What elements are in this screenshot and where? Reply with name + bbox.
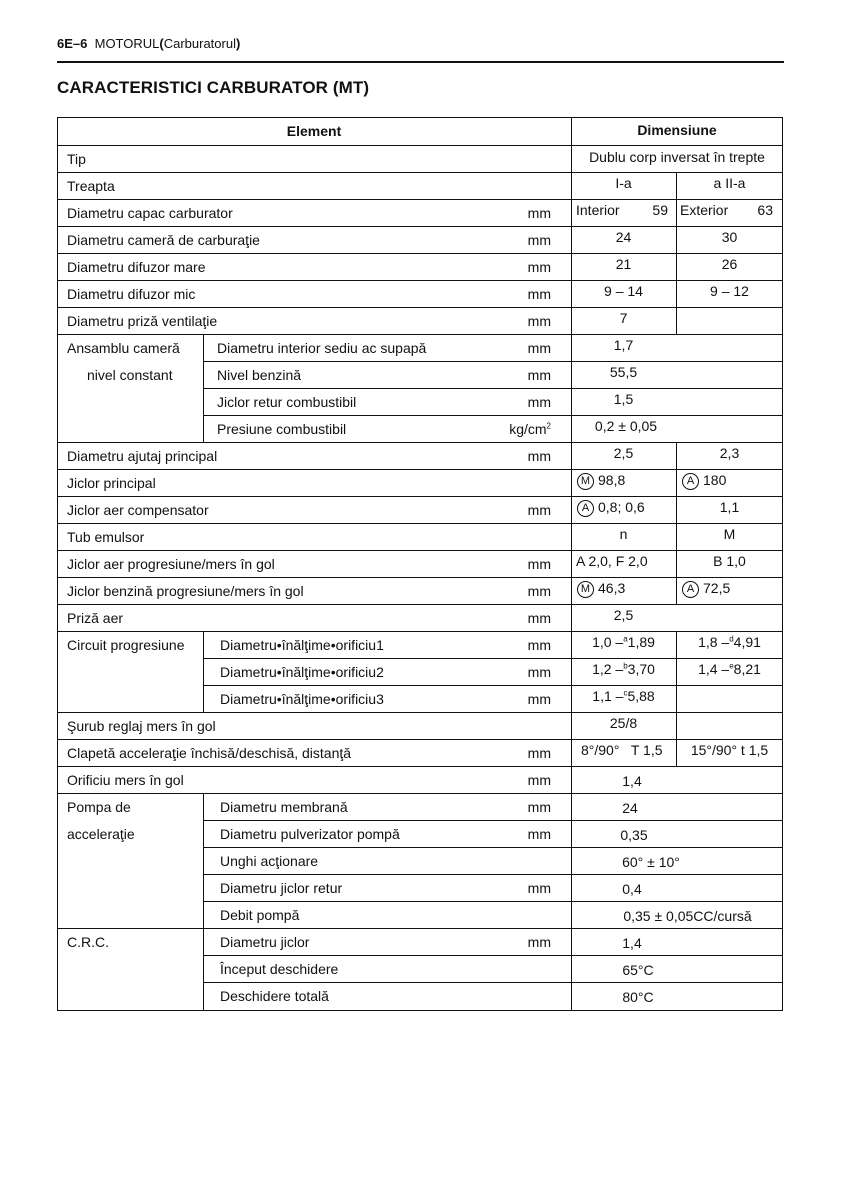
value-crc-inceput: 65°C: [622, 962, 654, 978]
value-orificiu-1-b-sup: d: [729, 634, 734, 644]
value-capac-2-label: Exterior: [680, 202, 729, 218]
value-orificiu-3-a-h: 5,88: [627, 688, 655, 704]
unit-orificiu-2: mm: [527, 664, 551, 680]
value-pulverizator: 0,35: [620, 827, 648, 843]
row-label-tip: Tip: [67, 151, 86, 167]
value-membrana: 24: [622, 800, 638, 816]
unit-ajutaj: mm: [527, 448, 551, 464]
page-title: CARACTERISTICI CARBURATOR (MT): [57, 78, 370, 97]
unit-jiclor-retur: mm: [527, 394, 551, 410]
unit-pulverizator: mm: [527, 826, 551, 842]
value-orificiu-2-b-h: 8,21: [733, 661, 761, 677]
sublabel-crc-inceput: Început deschidere: [220, 961, 339, 977]
value-difuzor-mic-2: 9 – 12: [710, 283, 749, 299]
value-orificiu-2-b-d: 1,4 –: [698, 661, 730, 677]
value-clapeta-1: 8°/90° T 1,5: [581, 742, 663, 758]
value-orificiu-1-a-sup: a: [623, 634, 628, 644]
group-label-ansamblu-1: Ansamblu cameră: [67, 340, 180, 356]
value-orificiu-2-a-sup: b: [623, 661, 628, 671]
value-clapeta-2: 15°/90° t 1,5: [690, 742, 769, 758]
sublabel-sediu-ac: Diametru interior sediu ac supapă: [217, 340, 427, 356]
value-jiclor-aer-1: [577, 499, 645, 517]
value-orificiu-1-b: [676, 634, 783, 650]
group-label-circuit: Circuit progresiune: [67, 637, 185, 653]
value-nivel-benzina: 55,5: [609, 364, 638, 380]
value-difuzor-mare-2: 26: [721, 256, 738, 272]
value-unghi: 60° ± 10°: [622, 854, 680, 870]
row-label-difuzor-mare: Diametru difuzor mare: [67, 259, 206, 275]
value-benzina-progresiune-1: [577, 580, 625, 598]
value-difuzor-mare-1: 21: [615, 256, 632, 272]
sublabel-jiclor-retur: Jiclor retur combustibil: [217, 394, 357, 410]
value-camera-1: 24: [615, 229, 632, 245]
value-priza-aer: 2,5: [613, 607, 634, 623]
sublabel-orificiu-2: Diametru•înălţime•orificiu2: [220, 664, 384, 680]
value-orificiu-2-b: [676, 661, 783, 677]
sublabel-debit: Debit pompă: [220, 907, 300, 923]
value-camera-2: 30: [721, 229, 738, 245]
row-label-surub-reglaj: Şurub reglaj mers în gol: [67, 718, 216, 734]
circled-a-icon: A: [682, 581, 699, 598]
unit-membrana: mm: [527, 799, 551, 815]
value-crc-jiclor: 1,4: [622, 935, 642, 951]
value-tub-emulsor-2: M: [723, 526, 736, 542]
circled-a-icon: A: [577, 500, 594, 517]
value-orificiu-3-a-sup: c: [623, 688, 628, 698]
unit-capac: mm: [527, 205, 551, 221]
sublabel-jiclor-retur-pompa: Diametru jiclor retur: [220, 880, 343, 896]
value-orificiu-1-b-d: 1,8 –: [698, 634, 730, 650]
value-tip: Dublu corp inversat în trepte: [589, 149, 765, 165]
column-header-element: Element: [286, 123, 342, 139]
header-rule: [57, 61, 784, 63]
value-benzina-progresiune-2-num: 72,5: [703, 580, 731, 596]
value-presiune: 0,2 ± 0,05: [594, 418, 658, 434]
unit-clapeta: mm: [527, 745, 551, 761]
row-label-tub-emulsor: Tub emulsor: [67, 529, 145, 545]
value-benzina-progresiune-1-num: 46,3: [598, 580, 626, 596]
value-capac-1: 59: [652, 202, 668, 218]
row-label-orificiu-gol: Orificiu mers în gol: [67, 772, 184, 788]
unit-difuzor-mic: mm: [527, 286, 551, 302]
row-label-priza-ventilatie: Diametru priză ventilaţie: [67, 313, 218, 329]
sublabel-orificiu-1: Diametru•înălţime•orificiu1: [220, 637, 384, 653]
carburetor-spec-table: [57, 117, 783, 1011]
unit-presiune: [487, 421, 551, 437]
unit-orificiu-3: mm: [527, 691, 551, 707]
unit-sediu-ac: mm: [527, 340, 551, 356]
group-label-pompa-1: Pompa de: [67, 799, 131, 815]
value-jiclor-principal-1: [577, 472, 625, 490]
value-jiclor-principal-2-num: 180: [703, 472, 727, 488]
sublabel-membrana: Diametru membrană: [220, 799, 348, 815]
row-label-clapeta: Clapetă acceleraţie închisă/deschisă, distanţă: [67, 745, 352, 761]
value-ajutaj-2: 2,3: [719, 445, 740, 461]
row-label-priza-aer: Priză aer: [67, 610, 124, 626]
unit-presiune-base: kg/cm: [509, 421, 547, 437]
sublabel-crc-jiclor: Diametru jiclor: [220, 934, 310, 950]
unit-orificiu-1: mm: [527, 637, 551, 653]
group-label-ansamblu-2: nivel constant: [87, 367, 173, 383]
group-label-crc: C.R.C.: [67, 934, 109, 950]
value-crc-totala: 80°C: [622, 989, 654, 1005]
row-label-ajutaj: Diametru ajutaj principal: [67, 448, 218, 464]
unit-camera: mm: [527, 232, 551, 248]
unit-presiune-exp: 2: [546, 421, 551, 431]
page-header: [57, 36, 240, 51]
row-label-aer-progresiune: Jiclor aer progresiune/mers în gol: [67, 556, 275, 572]
value-ajutaj-1: 2,5: [613, 445, 634, 461]
value-jiclor-principal-2: [682, 472, 726, 490]
value-orificiu-2-a-d: 1,2 –: [592, 661, 624, 677]
unit-aer-progresiune: mm: [527, 556, 551, 572]
value-aer-progresiune-2: B 1,0: [713, 553, 746, 569]
circled-m-icon: M: [577, 473, 594, 490]
unit-priza-ventilatie: mm: [527, 313, 551, 329]
chapter-subtitle: Carburatorul: [163, 36, 236, 51]
value-capac-2: 63: [757, 202, 773, 218]
value-debit: 0,35 ± 0,05CC/cursă: [623, 908, 752, 924]
sublabel-pulverizator: Diametru pulverizator pompă: [220, 826, 400, 842]
unit-jiclor-aer: mm: [527, 502, 551, 518]
paren-open: (: [159, 36, 164, 51]
sublabel-crc-totala: Deschidere totală: [220, 988, 329, 1004]
section-number: 6E–6: [57, 36, 88, 51]
value-jiclor-retur: 1,5: [613, 391, 634, 407]
value-capac-1-label: Interior: [576, 202, 620, 218]
value-orificiu-1-a: [571, 634, 676, 650]
row-label-difuzor-mic: Diametru difuzor mic: [67, 286, 196, 302]
unit-difuzor-mare: mm: [527, 259, 551, 275]
value-orificiu-2-b-sup: e: [729, 661, 734, 671]
unit-crc-jiclor: mm: [527, 934, 551, 950]
value-priza-ventilatie: 7: [619, 310, 628, 326]
unit-orificiu-gol: mm: [527, 772, 551, 788]
value-orificiu-1-a-h: 1,89: [627, 634, 655, 650]
value-orificiu-1-a-d: 1,0 –: [592, 634, 624, 650]
row-label-jiclor-aer: Jiclor aer compensator: [67, 502, 209, 518]
row-label-treapta: Treapta: [67, 178, 115, 194]
unit-nivel-benzina: mm: [527, 367, 551, 383]
group-label-pompa-2: acceleraţie: [67, 826, 135, 842]
row-label-capac: Diametru capac carburator: [67, 205, 233, 221]
value-aer-progresiune-1: A 2,0, F 2,0: [576, 553, 648, 569]
value-jiclor-aer-1-num: 0,8; 0,6: [598, 499, 645, 515]
unit-jiclor-retur-pompa: mm: [527, 880, 551, 896]
value-surub-reglaj: 25/8: [609, 715, 638, 731]
unit-priza-aer: mm: [527, 610, 551, 626]
paren-close: ): [235, 36, 241, 51]
row-label-benzina-progresiune: Jiclor benzină progresiune/mers în gol: [67, 583, 304, 599]
sublabel-unghi: Unghi acţionare: [220, 853, 319, 869]
sublabel-nivel-benzina: Nivel benzină: [217, 367, 302, 383]
value-orificiu-gol: 1,4: [622, 773, 642, 789]
value-treapta-1: I-a: [615, 175, 632, 191]
value-orificiu-3-a-d: 1,1 –: [592, 688, 624, 704]
value-orificiu-2-a-h: 3,70: [627, 661, 655, 677]
row-label-jiclor-principal: Jiclor principal: [67, 475, 156, 491]
value-orificiu-1-b-h: 4,91: [733, 634, 761, 650]
value-jiclor-aer-2: 1,1: [719, 499, 740, 515]
value-benzina-progresiune-2: [682, 580, 730, 598]
unit-benzina-progresiune: mm: [527, 583, 551, 599]
value-tub-emulsor-1: n: [619, 526, 628, 542]
value-jiclor-principal-1-num: 98,8: [598, 472, 626, 488]
value-jiclor-retur-pompa: 0,4: [622, 881, 642, 897]
value-orificiu-2-a: [571, 661, 676, 677]
value-difuzor-mic-1: 9 – 14: [604, 283, 643, 299]
column-header-dimension: Dimensiune: [637, 122, 717, 138]
row-label-camera: Diametru cameră de carburaţie: [67, 232, 260, 248]
value-treapta-2: a II-a: [713, 175, 746, 191]
chapter-title: MOTORUL: [94, 36, 160, 51]
circled-a-icon: A: [682, 473, 699, 490]
sublabel-orificiu-3: Diametru•înălţime•orificiu3: [220, 691, 384, 707]
value-orificiu-3-a: [571, 688, 676, 704]
sublabel-presiune: Presiune combustibil: [217, 421, 347, 437]
value-sediu-ac: 1,7: [613, 337, 634, 353]
circled-m-icon: M: [577, 581, 594, 598]
